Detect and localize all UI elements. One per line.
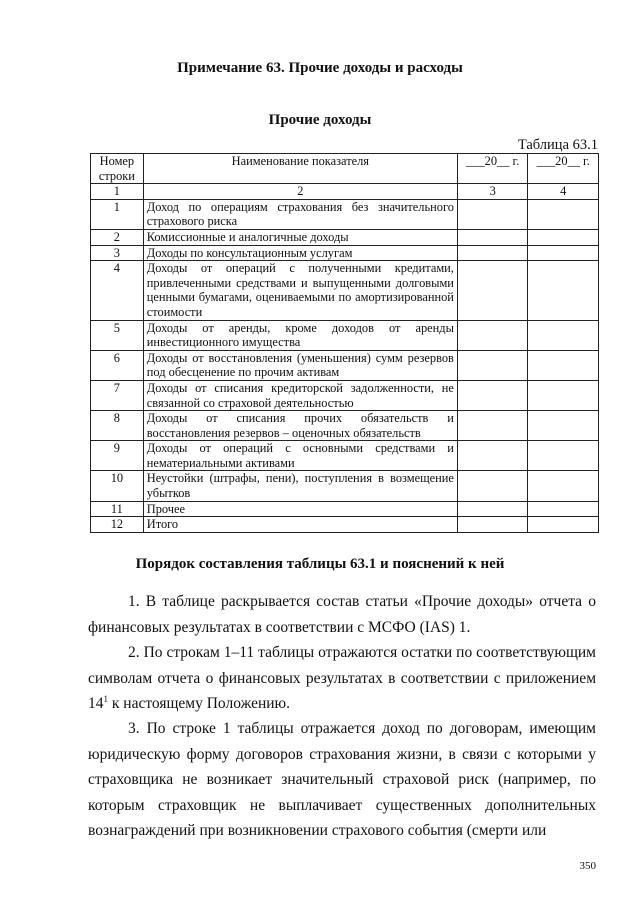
table-caption: Таблица 63.1 xyxy=(517,137,598,153)
table-row xyxy=(91,411,599,441)
table-row xyxy=(91,517,599,533)
period-1-value-cell xyxy=(457,350,528,380)
period-2-value-cell xyxy=(528,229,599,245)
paragraph-1: 1. В таблице раскрывается состав статьи «Прочие доходы» отчета о финансовых результатах в соответствии с МСФО (IAS) 1. xyxy=(88,593,596,636)
period-1-value-cell xyxy=(457,380,528,410)
header-indicator-name: Наименование показателя xyxy=(143,154,457,184)
row-number-cell: 2 xyxy=(91,229,144,245)
indicator-name-cell: Прочее xyxy=(143,501,457,517)
period-2-value-cell xyxy=(528,501,599,517)
period-2-value-cell xyxy=(528,199,599,229)
period-2-value-cell xyxy=(528,411,599,441)
indicator-name-cell: Комиссионные и аналогичные доходы xyxy=(143,229,457,245)
period-2-value-cell xyxy=(528,471,599,501)
table-row xyxy=(91,320,599,350)
period-1-value-cell xyxy=(457,471,528,501)
income-table xyxy=(90,153,599,533)
row-number-cell: 11 xyxy=(91,501,144,517)
table-row xyxy=(91,199,599,229)
period-1-value-cell xyxy=(457,411,528,441)
indicator-name-cell: Доходы от операций с основными средствами и нематериальными активами xyxy=(143,441,457,471)
period-1-value-cell xyxy=(457,199,528,229)
section-heading: Порядок составления таблицы 63.1 и пояснений к ней xyxy=(135,556,505,572)
row-number-cell: 9 xyxy=(91,441,144,471)
note-title: Примечание 63. Прочие доходы и расходы xyxy=(177,60,463,76)
period-1-value-cell xyxy=(457,261,528,320)
footnote-superscript: 1 xyxy=(103,693,108,704)
period-2-value-cell xyxy=(528,320,599,350)
period-2-value-cell xyxy=(528,517,599,533)
table-row xyxy=(91,380,599,410)
table-row xyxy=(91,471,599,501)
paragraph-2-tail: к настоящему Положению. xyxy=(108,695,291,712)
page-number: 350 xyxy=(579,860,596,872)
table-header-row xyxy=(91,154,599,184)
column-number: 3 xyxy=(457,184,528,200)
indicator-name-cell: Доходы по консультационным услугам xyxy=(143,245,457,261)
row-number-cell: 4 xyxy=(91,261,144,320)
period-2-value-cell xyxy=(528,380,599,410)
period-1-value-cell xyxy=(457,245,528,261)
row-number-cell: 1 xyxy=(91,199,144,229)
paragraph-2-text: 2. По строкам 1–11 таблицы отражаются остатки по соответствующим символам отчета о финансовых результатах в соответствии с приложением 14 xyxy=(88,644,596,712)
indicator-name-cell: Доходы от списания кредиторской задолженности, не связанной со страховой деятельностью xyxy=(143,380,457,410)
table-subtitle: Прочие доходы xyxy=(268,112,372,128)
period-1-value-cell xyxy=(457,320,528,350)
row-number-cell: 8 xyxy=(91,411,144,441)
table-row xyxy=(91,350,599,380)
row-number-cell: 5 xyxy=(91,320,144,350)
period-2-value-cell xyxy=(528,261,599,320)
indicator-name-cell: Доходы от восстановления (уменьшения) сумм резервов под обесценение по прочим активам xyxy=(143,350,457,380)
row-number-cell: 3 xyxy=(91,245,144,261)
period-2-value-cell xyxy=(528,245,599,261)
paragraph-3: 3. По строке 1 таблицы отражается доход по договорам, имеющим юридическую форму договоров страхования жизни, в связи с которыми у страховщика не возникает значительный страховой риск (например, по которым страховщик не выплачивает существенных дополнительных вознаграждений при возникновении страхового события (смерти или xyxy=(88,720,596,839)
row-number-cell: 10 xyxy=(91,471,144,501)
row-number-cell: 6 xyxy=(91,350,144,380)
period-2-value-cell xyxy=(528,441,599,471)
table-row xyxy=(91,261,599,320)
indicator-name-cell: Доходы от операций с полученными кредитами, привлеченными средствами и выпущенными долговыми ценными бумагами, оцениваемыми по амортизированной стоимости xyxy=(143,261,457,320)
indicator-name-cell: Неустойки (штрафы, пени), поступления в возмещение убытков xyxy=(143,471,457,501)
table-row xyxy=(91,245,599,261)
table-row xyxy=(91,441,599,471)
header-period-2: ___20__ г. xyxy=(528,154,599,184)
period-1-value-cell xyxy=(457,229,528,245)
column-number: 1 xyxy=(91,184,144,200)
period-1-value-cell xyxy=(457,441,528,471)
indicator-name-cell: Доходы от списания прочих обязательств и восстановления резервов – оценочных обязательств xyxy=(143,411,457,441)
period-1-value-cell xyxy=(457,517,528,533)
table-row xyxy=(91,229,599,245)
indicator-name-cell: Доход по операциям страхования без значительного страхового риска xyxy=(143,199,457,229)
period-2-value-cell xyxy=(528,350,599,380)
table-row xyxy=(91,501,599,517)
column-number: 4 xyxy=(528,184,599,200)
column-number-row xyxy=(91,184,599,200)
header-row-number: Номер строки xyxy=(91,154,144,184)
indicator-name-cell: Доходы от аренды, кроме доходов от аренды инвестиционного имущества xyxy=(143,320,457,350)
row-number-cell: 12 xyxy=(91,517,144,533)
column-number: 2 xyxy=(143,184,457,200)
header-period-1: ___20__ г. xyxy=(457,154,528,184)
paragraph-2 xyxy=(88,640,596,717)
indicator-name-cell: Итого xyxy=(143,517,457,533)
period-1-value-cell xyxy=(457,501,528,517)
row-number-cell: 7 xyxy=(91,380,144,410)
